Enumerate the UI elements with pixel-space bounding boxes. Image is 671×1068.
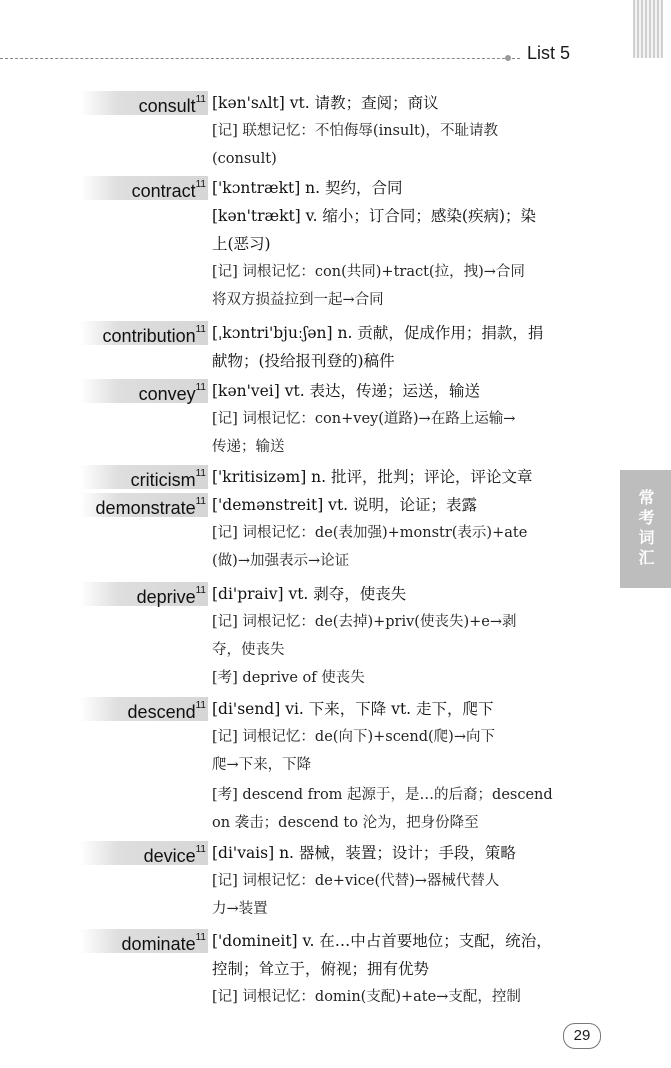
memory-note: 夺，使丧失 [212, 642, 285, 658]
page-number: 29 [563, 1023, 601, 1049]
headword-contribution: contribution$^{11}$ [80, 321, 208, 345]
list-label: List 5 [527, 43, 571, 63]
definition: [ˌkɔntri'bjuːʃən] n. 贡献，促成作用；捐款，捐 [212, 324, 544, 342]
memory-note: 力→装置 [212, 901, 268, 917]
memory-note: 将双方损益拉到一起→合同 [212, 292, 384, 308]
headword-dominate: dominate$^{11}$ [80, 929, 208, 953]
memory-note: 传递；输送 [212, 439, 285, 455]
definition: ['kɔntrækt] n. 契约，合同 [212, 179, 403, 197]
definition: [kən'trækt] v. 缩小；订合同；感染(疾病)；染 [212, 207, 537, 225]
memory-note: [记] 词根记忆：de(去掉)+priv(使丧失)+e→剥 [212, 614, 517, 630]
headword-demonstrate: demonstrate$^{11}$ [80, 493, 208, 517]
memory-note: [记] 词根记忆：con(共同)+tract(拉，拽)→合同 [212, 264, 525, 280]
definition: [kən'sʌlt] vt. 请教；查阅；商议 [212, 94, 439, 112]
memory-note: [记] 词根记忆：con+vey(道路)→在路上运输→ [212, 411, 516, 427]
memory-note: (做)→加强表示→论证 [212, 553, 350, 569]
header-rule [0, 58, 520, 59]
definition: ['kritisizəm] n. 批评，批判；评论，评论文章 [212, 468, 533, 486]
memory-note: [记] 词根记忆：de(向下)+scend(爬)→向下 [212, 729, 495, 745]
headword-device: device$^{11}$ [80, 841, 208, 865]
definition: 献物；(投给报刊登的)稿件 [212, 352, 395, 370]
definition: [kən'vei] vt. 表达，传递；运送，输送 [212, 382, 481, 400]
definition: 控制；耸立于，俯视；拥有优势 [212, 960, 430, 978]
memory-note: [记] 词根记忆：de+vice(代替)→器械代替人 [212, 873, 500, 889]
section-side-tab: 常考词汇 [620, 470, 671, 588]
definition: [di'send] vi. 下来，下降 vt. 走下，爬下 [212, 700, 494, 718]
exam-note: on 袭击；descend to 沦为，把身份降至 [212, 815, 479, 831]
headword-criticism: criticism$^{11}$ [80, 465, 208, 489]
definition: [di'vais] n. 器械，装置；设计；手段，策略 [212, 844, 516, 862]
headword-descend: descend$^{11}$ [80, 697, 208, 721]
headword-convey: convey$^{11}$ [80, 379, 208, 403]
headword-deprive: deprive$^{11}$ [80, 582, 208, 606]
header-rule-dot [505, 55, 511, 61]
exam-note: [考] deprive of 使丧失 [212, 670, 365, 686]
memory-note: [记] 词根记忆：domin(支配)+ate→支配，控制 [212, 989, 521, 1005]
definition: [di'praiv] vt. 剥夺，使丧失 [212, 585, 407, 603]
memory-note: 爬→下来，下降 [212, 757, 312, 773]
headword-contract: contract$^{11}$ [80, 176, 208, 200]
headword-consult: consult$^{11}$ [80, 91, 208, 115]
memory-note: [记] 词根记忆：de(表加强)+monstr(表示)+ate [212, 525, 528, 541]
memory-note: [记] 联想记忆：不怕侮辱(insult)，不耻请教 [212, 123, 498, 139]
definition: ['domineit] v. 在…中占首要地位；支配，统治， [212, 932, 552, 950]
exam-note: [考] descend from 起源于，是…的后裔；descend [212, 787, 553, 803]
corner-decoration [633, 0, 663, 58]
definition: 上(恶习) [212, 235, 271, 253]
memory-note: (consult) [212, 151, 277, 167]
definition: ['demənstreit] vt. 说明，论证；表露 [212, 496, 478, 514]
